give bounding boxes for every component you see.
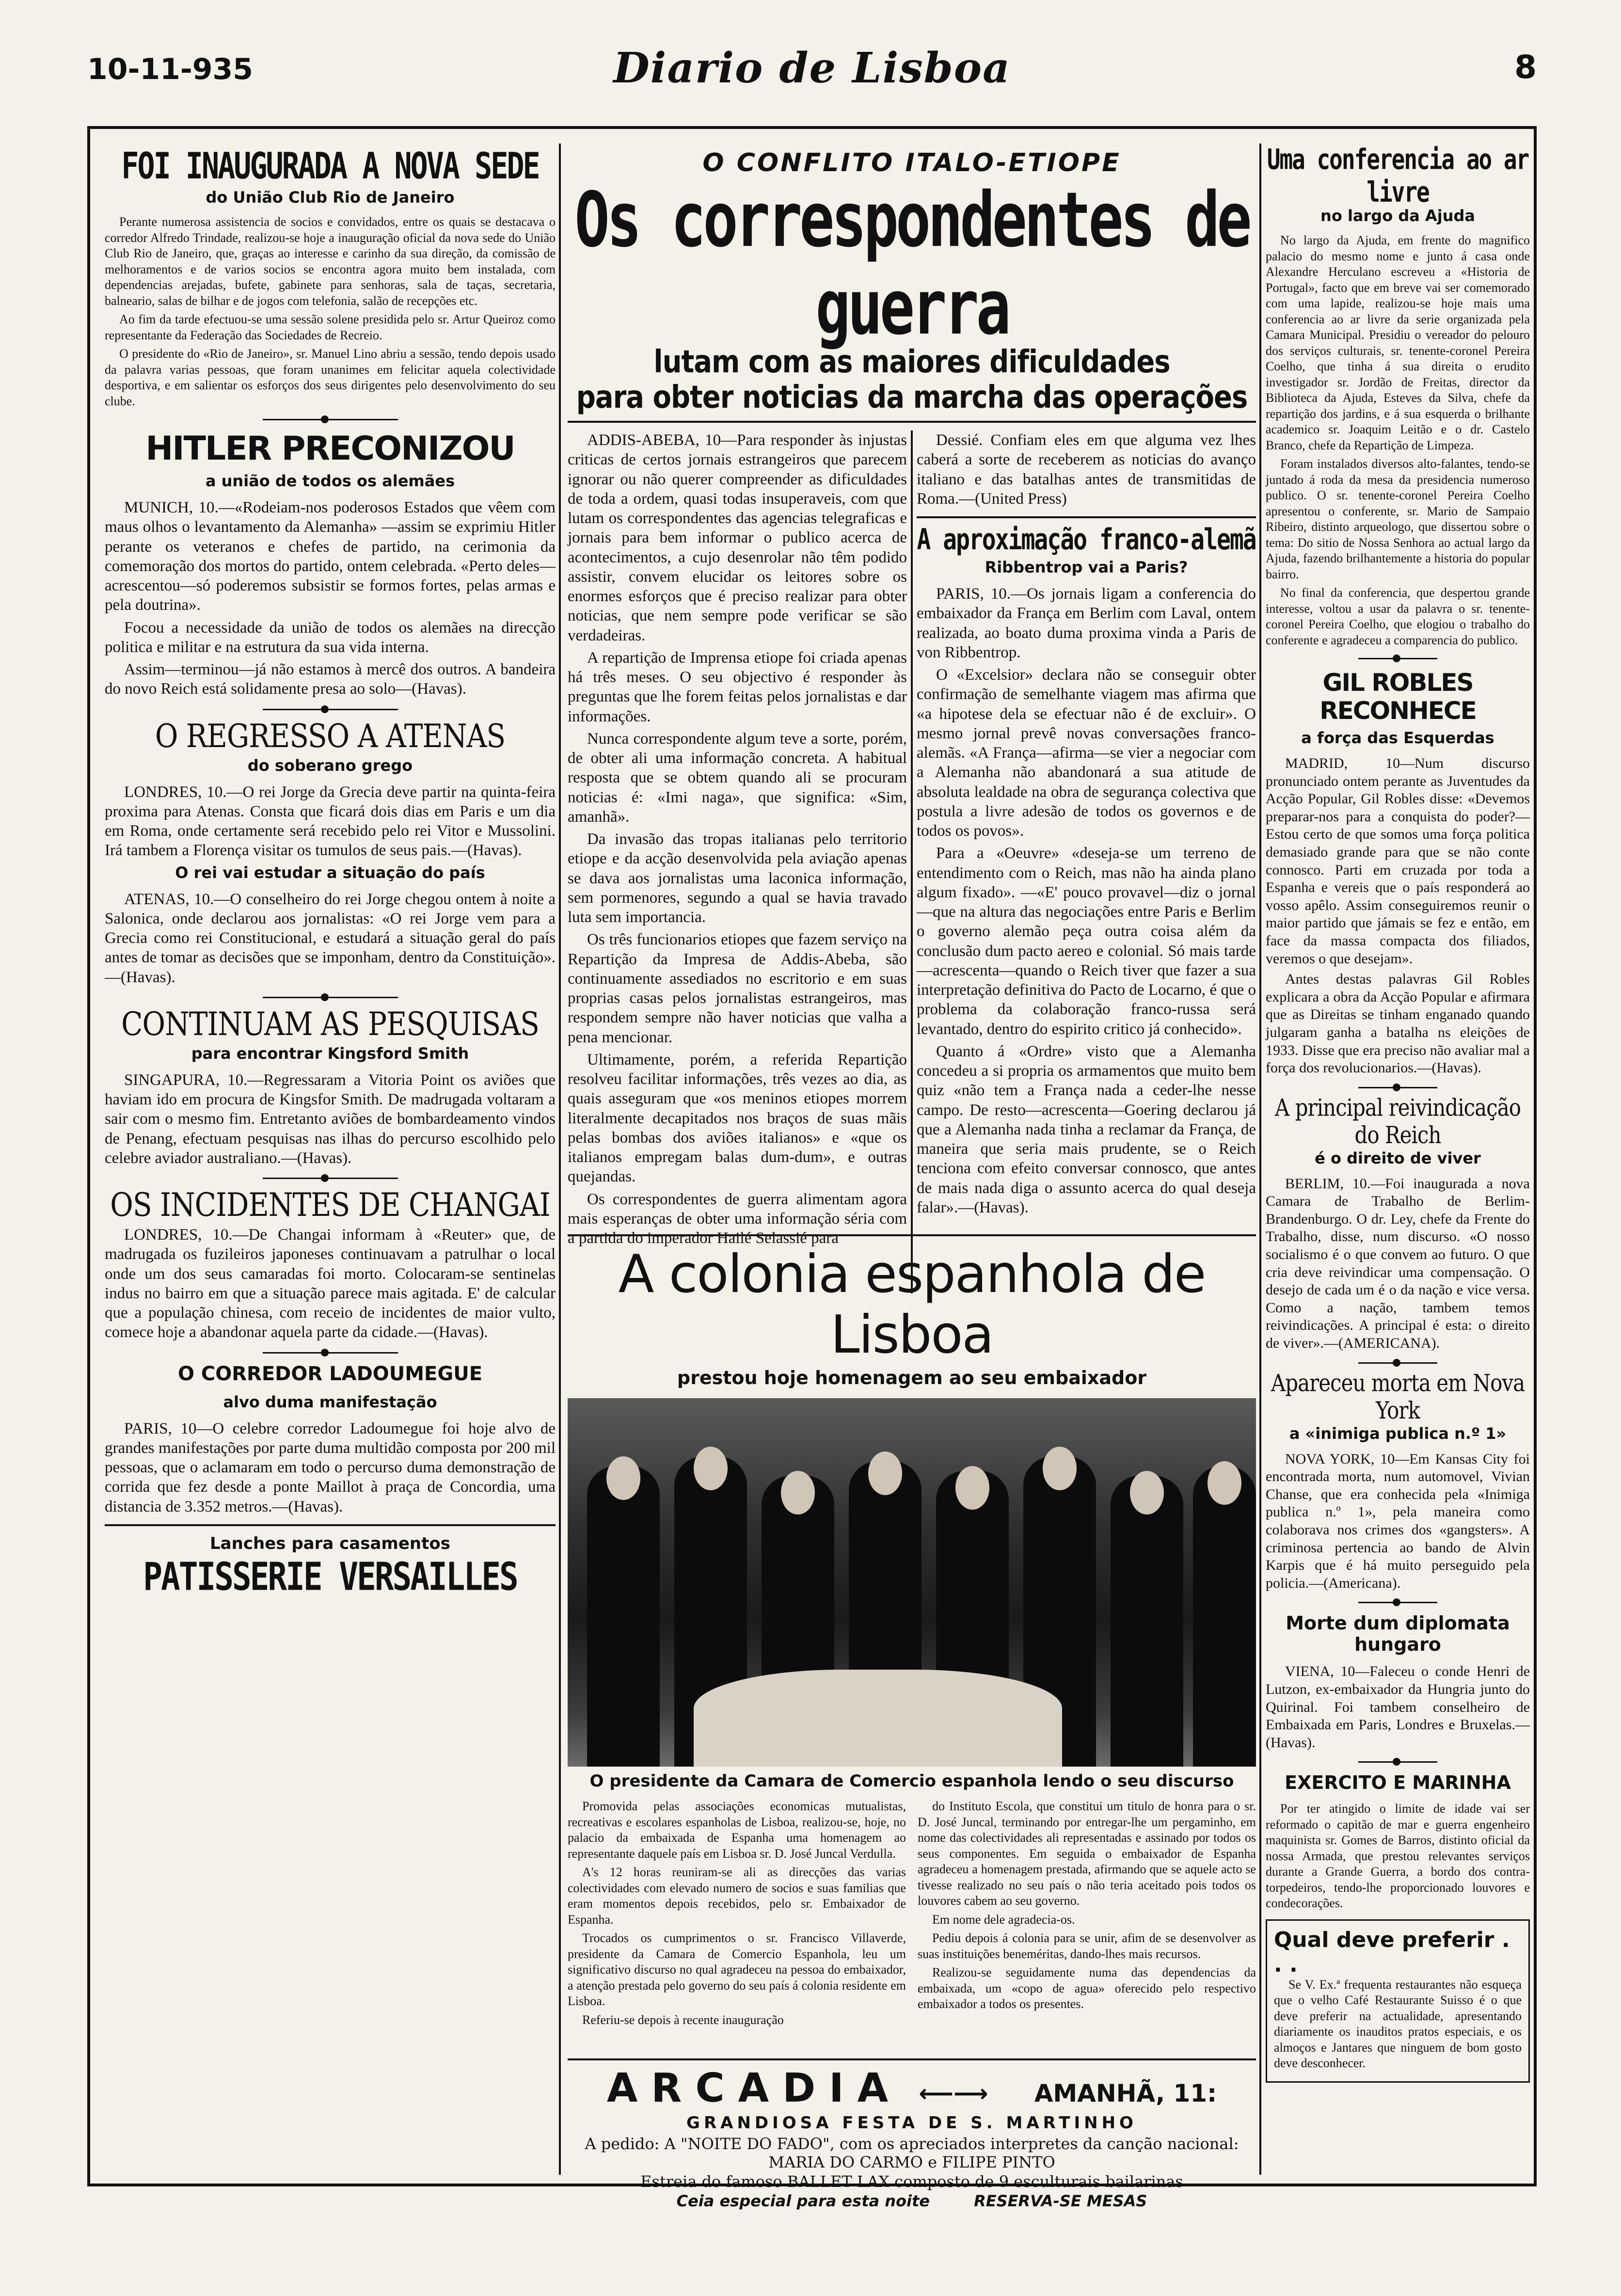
article-ladoumegue [105,1363,556,1516]
ad-brand: ARCADIA [606,2065,902,2111]
photo-face [868,1451,902,1495]
headline: A colonia espanhola de Lisboa [618,1244,1206,1365]
subheadline: a força das Esquerdas [1301,729,1494,747]
ornament-separator [105,1175,556,1181]
deck: lutam com as maiores dificuldades [653,344,1170,380]
ornament-separator [1266,1599,1530,1606]
ad-line: Estreia do famoso BALLET LAX composto de 9 esculturais bailarinas [640,2172,1183,2191]
paragraph: MUNICH, 10.—«Rodeiam-nos poderosos Estados que vêem com maus olhos o levantamento da Alemanha» —assim se exprimiu Hitler perante os veteranos e chefes de partido, na cerimonia da comemoração dos mortos do partido, ontem celebrada. «Perto deles—acrescentou—só poderemos subsistir se formos fortes, pelas armas e pela doutrina». [105,499,556,614]
photo-face [781,1471,815,1515]
divider [105,1524,556,1526]
headline: Apareceu morta em Nova York [1271,1369,1525,1424]
paragraph: NOVA YORK, 10—Em Kansas City foi encontrada morta, num automovel, Vivian Chanse, que era conhecida pela «Inimiga publica n.º 1», pela maneira como colaborava nos crimes dos «gangsters». A criminosa pertencia ao bando de Alvin Karpis que é há muito perseguido pela policia.—(Americana). [1266,1451,1530,1591]
subheadline: no largo da Ajuda [1320,207,1475,225]
paragraph: Da invasão das tropas italianas pelo territorio etiope e da acção desenvolvida pela aviação apenas se dava aos jornalistas uma laconica informação, sem pormenores, segundo a qual se havia travado luta sem importancia. [568,830,907,926]
ad-line: GRANDIOSA FESTA DE S. MARTINHO [686,2113,1137,2133]
subheadline: a união de todos os alemães [205,472,455,490]
article-nova-york [1266,1369,1530,1593]
article-gil-robles [1266,669,1530,1077]
article-exercito [1266,1772,1530,1912]
headline: GIL ROBLES RECONHECE [1319,669,1476,725]
ad-line [568,2192,1256,2210]
headline: FOI INAUGURADA A NOVA SEDE [121,145,539,188]
paragraph: Antes destas palavras Gil Robles explicara a obra da Acção Popular e afirmara que as Direitas se tinham enganado quando julgaram ganha a batalha ns eleições de 1933. Disse que era preciso não avaliar mal a força dos revolucionarios.—(Havas). [1266,971,1530,1076]
paragraph: Promovida pelas associações economicas mutualistas, recreativas e escolares espanholas de Lisboa, realizou-se, hoje, no palacio da embaixada de Espanha uma homenagem ao representante daquele país em Lisboa sr. D. José Juncal Verdulla. [568,1799,906,1861]
ornament-separator [1266,1758,1530,1765]
paragraph: LONDRES, 10.—O rei Jorge da Grecia deve partir na quinta-feira proxima para Atenas. Consta que ficará dois dias em Paris e um dia em Roma, onde certamente será recebido pelo rei Vitor e Mussolini. Irá tambem a Florença visitar os tumulos de seus pais.—(Havas). [105,783,556,860]
ad-reserva: RESERVA-SE MESAS [974,2192,1147,2210]
ornament-separator [1266,1084,1530,1091]
photo-face [606,1456,640,1500]
paragraph: Realizou-se seguidamente numa das dependencias da embaixada, um «copo de agua» oferecido pelo respectivo embaixador a todos os presentes. [918,1965,1256,2011]
paragraph: BERLIM, 10.—Foi inaugurada a nova Camara de Trabalho de Berlim-Brandenburgo. O dr. Ley, chefe da Frente do Trabalho, disse, num discurso. «O nosso socialismo é o que convem ao futuro. O que cria deve reivindicar uma compensação. O desejo de cada um é o da nação e vice versa. Como a nação, tambem temos reivindicações. A principal é esta: o direito de viver».—(AMERICANA). [1266,1175,1530,1352]
ad-date: AMANHÃ, 11: [1034,2079,1217,2107]
divider [568,421,1256,423]
article-conferencia [1266,143,1530,648]
headline: Uma conferencia ao ar livre [1267,143,1529,208]
subheadline: Ribbentrop vai a Paris? [985,558,1188,576]
ornament-separator [105,706,556,713]
colonia-columns [568,1799,1256,2031]
ornament-separator [1266,1359,1530,1366]
center-top [568,144,1256,1247]
paragraph: Em nome dele agradecia-os. [932,1912,1075,1927]
paragraph: VIENA, 10—Faleceu o conde Henri de Lutzon, ex-embaixador da Hungria junto do Quirinal. Foi tambem conselheiro de Embaixada em Paris, Londres e Bruxelas.—(Havas). [1266,1663,1530,1751]
paragraph: Ultimamente, porém, a referida Repartição resolveu facilitar informações, três vezes ao dia, as quais asseguram que «os meninos etiopes morrem literalmente decapitados nos braços de suas mãis pelas bombas dos aviões italianos» e «que os italianos empregam balas dum-dum», e outras quejandas. [568,1051,907,1186]
subheadline: prestou hoje homenagem ao seu embaixador [677,1367,1147,1388]
paragraph: No final da conferencia, que despertou grande interesse, voltou a usar da palavra o sr. tenente-coronel Pereira Coelho, que elogiou o trabalho do conferente e agradeceu a comparencia do publico. [1266,586,1530,647]
paragraph: Perante numerosa assistencia de socios e convidados, entre os quais se destacava o corredor Alfredo Trindade, realizou-se hoje a inauguração oficial da nova sede do União Club Rio de Janeiro, que, graças ao interesse e carinho da sua direção, da comissão de melhoramentos e de varios socios se encontra agora muito bem instalada, com dependencias arejadas, bufete, gabinete para senhoras, sala de taças, secretaria, balneario, salas de bilhar e de jogos com telefonia, salão de recepções etc. [105,215,556,308]
headline: EXERCITO E MARINHA [1285,1772,1511,1794]
ad-tagline: Lanches para casamentos [210,1533,450,1553]
article-atenas [105,719,556,987]
colonia-col-a [568,1799,906,2031]
divider [917,516,1256,518]
column-divider [559,144,561,2175]
headline: OS INCIDENTES DE CHANGAI [110,1185,550,1224]
column-divider [1259,144,1261,2175]
photo-figure [587,1466,660,1767]
photo-figure [1193,1466,1256,1767]
column-divider [911,430,913,1293]
paragraph: Referiu-se depois à recente inauguração [582,2012,784,2027]
photograph [568,1398,1256,1767]
paragraph: Assim—terminou—já não estamos à mercê dos outros. A bandeira do novo Reich está solidamente presa ao solo—(Havas). [105,661,556,698]
kicker: O CONFLITO ITALO-ETIOPE [702,148,1121,177]
paragraph: Foram instalados diversos alto-falantes, tendo-se juntado á roda da mesa da presidencia numeroso publico. O sr. tenente-coronel Pereira Coelho apresentou o conferente, sr. Mario de Sampaio Ribeiro, distinto arqueologo, que dissertou sobre o tema: Do sitio de Nossa Senhora ao actual largo da Ajuda, fazendo brilhantemente a historia do popular bairro. [1266,457,1530,581]
article-colonia [568,1234,1256,2049]
newspaper-title: Diario de Lisboa [613,44,1011,93]
photo-face [1208,1461,1241,1505]
paragraph: Por ter atingido o limite de idade vai ser reformado o capitão de mar e guerra engenheiro maquinista sr. Gomes de Barros, distinto oficial da nossa Armada, que prestou relevantes serviços durante a Grande Guerra, a bordo dos contra-torpedeiros, tendo-lhe proporcionado louvores e condecorações. [1266,1802,1530,1911]
ad-patisserie [105,1533,556,1599]
subheadline: a «inimiga publica n.º 1» [1289,1424,1507,1443]
headline: O REGRESSO A ATENAS [155,717,506,755]
divider [568,2058,1256,2060]
ad-ceia: Ceia especial para esta noite [676,2192,930,2210]
article-diplomata [1266,1612,1530,1752]
photo-figure [1111,1476,1183,1767]
page-number: 8 [1514,48,1537,86]
headline: O CORREDOR LADOUMEGUE [177,1362,483,1385]
article-changai [105,1185,556,1342]
paragraph: Nunca correspondente algum teve a sorte, porém, de obter ali uma informação concreta. A habitual resposta que se obtem quando ali se procuram noticias é: «Imi naga», que significa: «Sim, amanhã». [568,730,907,826]
headline: HITLER PRECONIZOU [145,430,515,468]
paragraph: A repartição de Imprensa etiope foi criada apenas há três meses. O seu objectivo é responder às preguntas que lhe forem feitas pelos jornalistas e dar informações. [568,649,907,725]
article-hitler [105,430,556,699]
paragraph: ATENAS, 10.—O conselheiro do rei Jorge chegou ontem à noite a Salonica, onde declarou aos jornalistas: «O rei Jorge vem para a Grecia como rei Constitucional, e estudará a situação geral do país antes de tomar as decisões que se imponham, dentro da Constituição».—(Havas). [105,890,556,986]
deck: para obter noticias da marcha das operações [576,379,1248,415]
column-left [105,144,556,2175]
headline: A principal reivindicação do Reich [1274,1094,1521,1149]
paragraph: Os correspondentes de guerra alimentam agora mais esperanças de obter uma informação séria com a partida do imperador Hailé Selassié para [568,1190,907,1247]
paragraph: Trocados os cumprimentos o sr. Francisco Villaverde, presidente da Camara de Comercio Espanhola, leu um significativo discurso no qual agradeceu na pessoa do embaixador, a atenção prestada pelo governo do seu país á colonia residente em Lisboa. [568,1931,906,2008]
headline: Morte dum diplomata hungaro [1286,1612,1510,1656]
issue-date: 10-11-935 [87,52,254,86]
paragraph: No largo da Ajuda, em frente do magnifico palacio do mesmo nome e junto á casa onde Alexandre Herculano escreveu a «Historia de Portugal», facto que em breve vai ser comemorado com uma lapide, realizou-se hoje mais uma conferencia ao ar livre da serie organizada pela Camara Municipal. Presidiu o vereador do pelouro dos serviços culturais, sr. tenente-coronel Pereira Coelho, que tinha á sua direita o erudito investigador sr. Jordão de Freitas, director da Biblioteca da Ajuda, Esteves da Silva, chefe da repartição dos jardins, e á sua esquerda o brilhante academico sr. Joaquim Leitão e o dr. Castelo Branco, chefe da Repartição de Limpeza. [1266,233,1530,452]
paragraph: Ao fim da tarde efectuou-se uma sessão solene presidida pelo sr. Artur Queiroz como representante da Federação das Sociedades de Recreio. [105,312,556,342]
paragraph: Para a «Oeuvre» «deseja-se um terreno de entendimento com o Reich, mas não ha ainda plano algum fixado». —«E' pouco provavel—diz o jornal—que na altura das negociações entre Paris e Berlim o governo alemão peça outra coisa além da conclusão dum pacto aereo e colonial. Só mais tarde—acrescenta—quando o Reich tiver que fazer a sua interpretação definitiva do Pacto de Locarno, é que o problema da colaboração franco-russa será levantado, dentro do espirito critico já conhecido». [917,845,1256,1038]
article-nova-sede [105,145,556,409]
subheadline: para encontrar Kingsford Smith [191,1044,469,1063]
paragraph: PARIS, 10.—Os jornais ligam a conferencia do embaixador da França em Berlim com Laval, ontem realizada, ao boato duma proxima vinda a Paris de von Ribbentrop. [917,585,1256,661]
photo-face [1043,1447,1077,1490]
photo-caption: O presidente da Camara de Comercio espanhola lendo o seu discurso [589,1771,1234,1791]
paragraph: Pediu depois á colonia para se unir, afim de se desenvolver as suas instituições beneméritas, dando-lhes mais recursos. [918,1931,1256,1961]
photo-face [1130,1471,1164,1515]
colonia-col-b [918,1799,1256,2031]
ornament-separator [105,1349,556,1356]
ornament-separator [1266,655,1530,662]
paragraph: A's 12 horas reuniram-se ali as direcções das varias colectividades com elevado numero de socios e suas familias que eram momentos depois recebidos, pelo sr. Embaixador de Espanha. [568,1865,906,1927]
subheadline: é o direito de viver [1315,1148,1481,1167]
article-pesquisas [105,1004,556,1168]
center-col-b [917,430,1256,1220]
main-headline: Os correspondentes de guerra [574,176,1249,352]
ad-suisso [1266,1919,1530,2083]
subheadline: do União Club Rio de Janeiro [206,188,455,207]
headline: CONTINUAM AS PESQUISAS [121,1004,539,1043]
page-frame [87,126,1537,2210]
center-col-a [568,430,907,1251]
masthead [87,44,1537,97]
double-arrow-icon: ⟵⟶ [919,2079,988,2107]
ad-line: A pedido: A "NOITE DO FADO", com os apreciados interpretes da canção nacional: MARIA DO CARMO e FILIPE PINTO [585,2135,1239,2171]
subheadline: alvo duma manifestação [223,1392,437,1411]
ad-text: Se V. Ex.ª frequenta restaurantes não esqueça que o velho Café Restaurante Suisso é o que deve preferir na actualidade, apresentando diariamente os inauditos pratos especiais, e os almoços e Jantares que ninguem de bom gosto deve desconhecer. [1274,1977,1522,2071]
paragraph: PARIS, 10—O celebre corredor Ladoumegue foi hoje alvo de grandes manifestações por parte duma multidão composta por 200 mil pessoas, que o aclamaram em todo o percurso duma demonstração de corrida que fez desde a ponte Maillot à praça de Concordia, uma distancia de 3.352 metros.—(Havas). [105,1419,556,1515]
ornament-separator [105,416,556,423]
subheadline: do soberano grego [247,756,413,775]
photo-face [955,1466,989,1510]
ad-headline: Qual deve preferir . . . [1274,1927,1510,1977]
paragraph: LONDRES, 10.—De Changai informam à «Reuter» que, de madrugada os fuzileiros japoneses continuavam a patrulhar o local onde um dos seus camaradas foi morto. Colocaram-se sentinelas indus no bairro em que a situação parece mais agitada. E' de calcular que a população chinesa, com receio de incidentes de maior vulto, comece hoje a abandonar aquela parte da cidade.—(Havas). [105,1226,556,1341]
subheadline: O rei vai estudar a situação do país [175,863,485,882]
ad-arcadia [568,2058,1256,2210]
divider [568,1234,1256,1236]
photo-face [694,1447,728,1490]
ad-brand: PATISSERIE VERSAILLES [143,1554,517,1599]
paragraph: MADRID, 10—Num discurso pronunciado ontem perante as Juventudes da Acção Popular, Gil Robles disse: «Devemos preparar-nos para a conquista do poder?—Estou certo de que somos uma força politica demasiado grande para que se não conte connosco. Parti em cruzada por toda a Espanha e vereis que o país responderá ao vosso apêlo. Assim conseguiremos reunir o maior partido que jámais se fez e então, em face da massa compacta dos filiados, veremos o que desejam». [1266,755,1530,967]
column-right [1266,144,1530,2175]
article-reich [1266,1094,1530,1353]
ornament-separator [105,994,556,1001]
paragraph: do Instituto Escola, que constitui um titulo de honra para o sr. D. José Juncal, terminando por entregar-lhe um pergaminho, em nome das colectividades ali representadas e assinado por todos os seus componentes. Em seguida o embaixador de Espanha agradeceu a homenagem prestada, afirmando que se aquele acto se tivesse realizado no seu país o não teria aceitado pois todos os louvores cabem ao seu governo. [918,1799,1256,1908]
paragraph: Os três funcionarios etiopes que fazem serviço na Repartição da Impresa de Addis-Abeba, são continuamente assediados no escritorio e em suas proprias casas pelos jornalistas estrangeiros, mas respondem sempre não haver noticias que valha a pena mencionar. [568,931,907,1046]
headline: A aproximação franco-alemã [917,523,1256,557]
paragraph: ADDIS-ABEBA, 10—Para responder às injustas criticas de certos jornais estrangeiros que parecem ignorar ou não querer compreender as dificuldades de toda a ordem, quasi todas insuperaveis, com que lutam os correspondentes das agencias telegraficas e jornais para bem informar o publico acerca de acontecimentos, a cujo desenrolar não têm podido assistir, convem elucidar os leitores sobre os enormes esforços que é preciso realizar para obter noticias, que nem sempre pode verificar se são verdadeiras. [568,431,907,644]
photo-table [694,1670,1062,1767]
paragraph: Focou a necessidade da união de todos os alemães na direcção politica e militar e na estrutura da sua vida interna. [105,619,556,656]
paragraph: O presidente do «Rio de Janeiro», sr. Manuel Lino abriu a sessão, tendo depois usado da palavra varias pessoas, que foram unanimes em felicitar aquela colectividade desportiva, e em salientar os esforços dos seus dirigentes pelo desenvolvimento do seu clube. [105,347,556,408]
paragraph: O «Excelsior» declara não se conseguir obter confirmação de semelhante viagem mas afirma que «a hipotese dela se efectuar não é de excluir». O mesmo jornal prevê novas conversações franco-alemãs. «A França—afirma—se vier a negociar com a Alemanha não abandonará a sua atitude de absoluta lealdade na obra de segurança colectiva que postula a livre adesão de todos os governos e de todos os povos». [917,666,1256,840]
paragraph: Dessié. Confiam eles em que alguma vez lhes caberá a sorte de receberem as noticias do avanço italiano e das batalhas antes de transmitidas de Roma.—(United Press) [917,431,1256,508]
paragraph: SINGAPURA, 10.—Regressaram a Vitoria Point os aviões que haviam ido em procura de Kingsfor Smith. De madrugada voltaram a sair com o mesmo fim. Entretanto aviões de bombardeamento vindos de Penang, efectuam pesquisas nas ilhas do percurso escolhido pelo celebre aviador australiano.—(Havas). [105,1071,556,1167]
paragraph: Quanto á «Ordre» visto que a Alemanha concedeu a si propria os armamentos que muito bem quiz «não tem a França nada a ceder-lhe nesse campo. De resto—acrescenta—Goering declarou já que a Alemanha nada tinha a reclamar da França, de maneira que seria mais prudente, se o Reich tenciona com efeito conversar connosco, que antes de mais nada diga o assunto acerca do qual deseja falar».—(Havas). [917,1042,1256,1216]
